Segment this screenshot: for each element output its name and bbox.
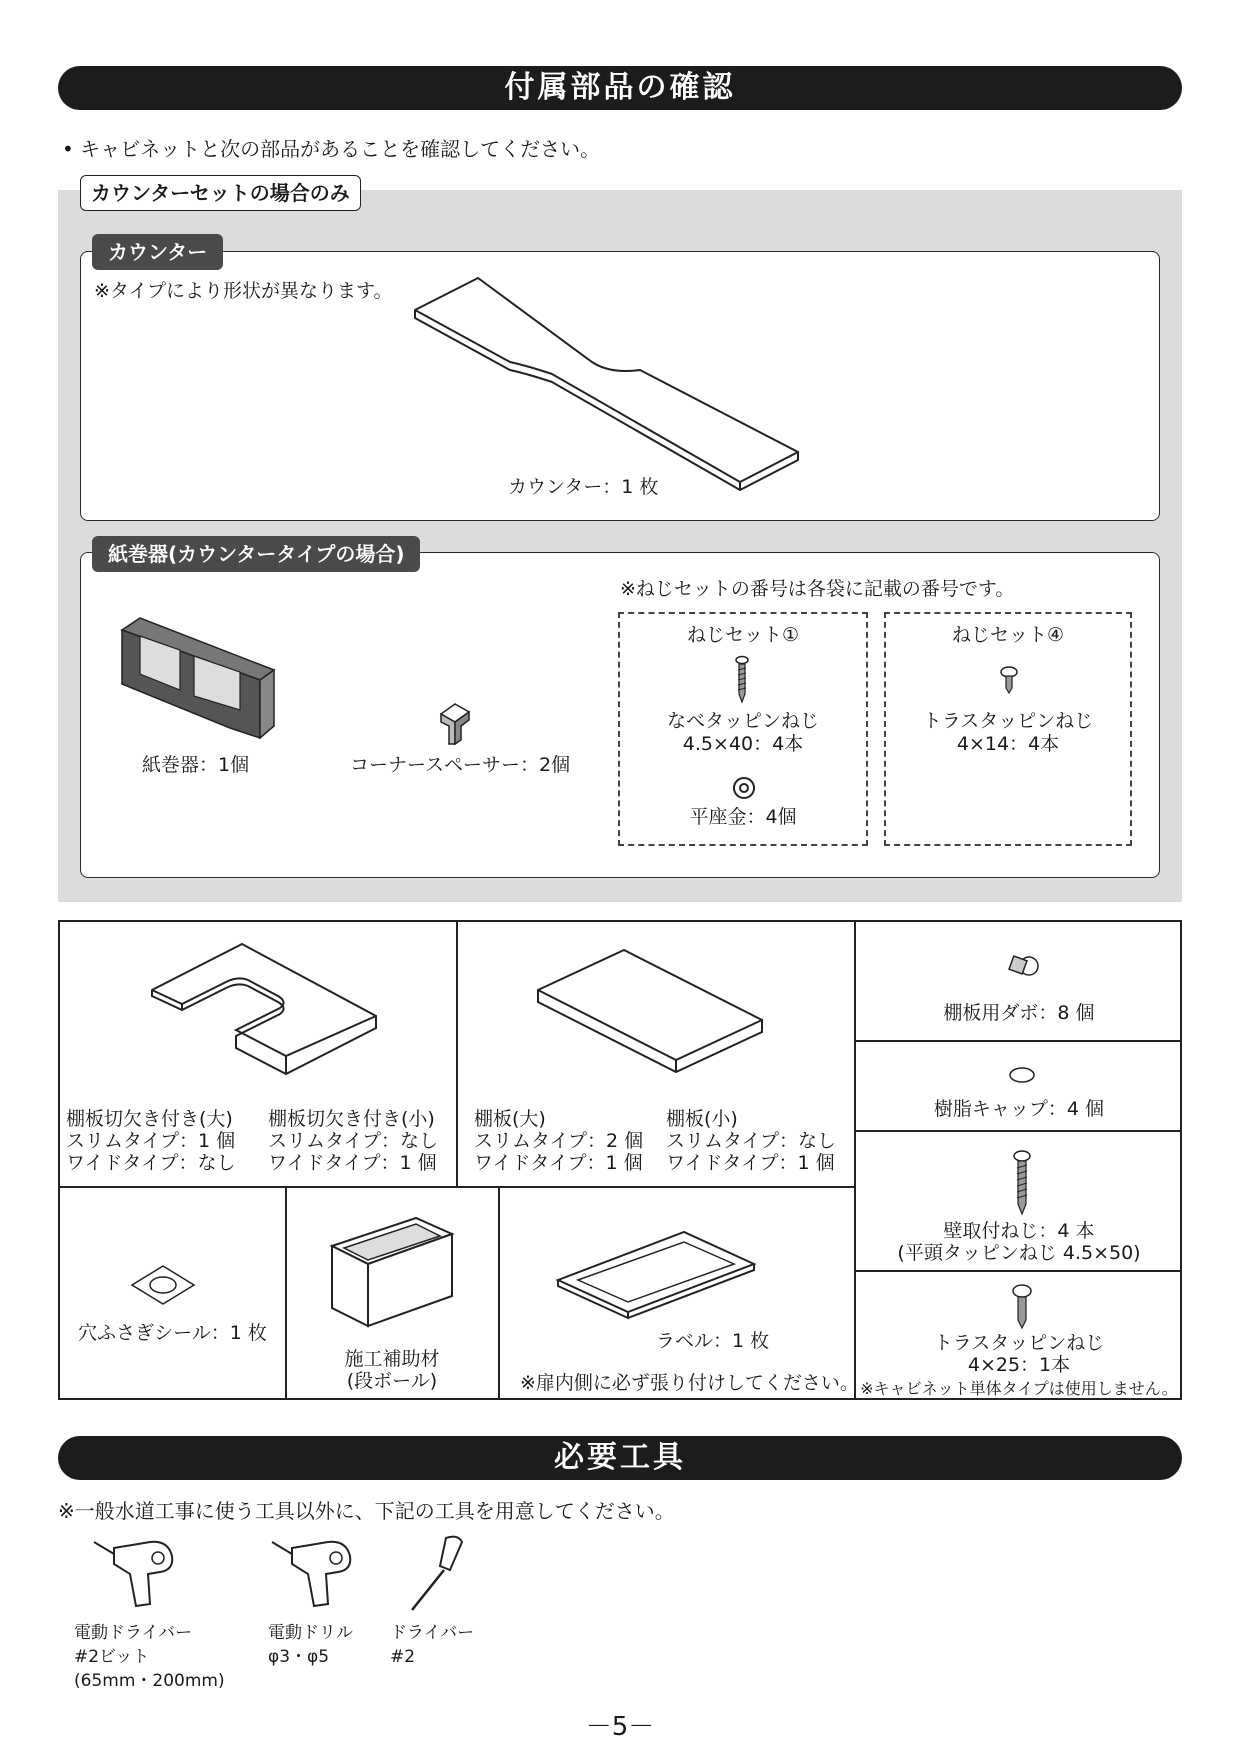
screw-set-1-title: ねじセット① — [686, 624, 800, 646]
label-illustration — [556, 1230, 756, 1334]
notched-small-wide: ワイドタイプ：1 個 — [268, 1152, 437, 1174]
intro-text: • キャビネットと次の部品があることを確認してください。 — [62, 137, 601, 161]
counter-tag — [92, 234, 223, 270]
paper-holder-illustration — [120, 610, 280, 740]
notched-shelf-illustration — [150, 940, 380, 1080]
washer-icon — [732, 776, 756, 800]
wall-screw-caption: 壁取付ねじ：4 本 — [943, 1220, 1095, 1242]
table-vline-4 — [498, 1186, 500, 1400]
paper-holder-tag — [92, 536, 420, 572]
dowel-icon — [1005, 950, 1041, 978]
shelf-small-slim: スリムタイプ：なし — [666, 1130, 837, 1152]
notched-large-slim: スリムタイプ：1 個 — [66, 1130, 236, 1152]
shelf-large-slim: スリムタイプ：2 個 — [474, 1130, 644, 1152]
dowel-caption: 棚板用ダボ：8 個 — [943, 1002, 1095, 1024]
electric-driver-icon — [92, 1534, 182, 1610]
paper-holder-caption: 紙巻器：1個 — [142, 754, 250, 776]
truss-screw-note: ※キャビネット単体タイプは使用しません。 — [860, 1379, 1178, 1398]
pan-screw-name: なべタッピンねじ — [666, 710, 819, 732]
truss-screw-small-qty: 4×14：4本 — [956, 733, 1060, 755]
tool-1-line2: #2ビット — [74, 1647, 150, 1667]
table-hline-main — [58, 1186, 854, 1188]
screwdriver-icon — [400, 1534, 470, 1614]
label-note: ※扉内側に必ず張り付けしてください。 — [520, 1372, 859, 1394]
shelf-small-wide: ワイドタイプ：1 個 — [666, 1152, 835, 1174]
counter-note: ※タイプにより形状が異なります。 — [94, 280, 393, 302]
table-vline-2 — [854, 920, 856, 1400]
tool-3-line2: #2 — [390, 1647, 416, 1667]
truss-screw-caption: トラスタッピンねじ — [933, 1332, 1105, 1354]
truss-screw-small-icon — [1000, 666, 1018, 694]
hole-seal-icon — [130, 1264, 196, 1306]
washer-caption: 平座金：4個 — [689, 806, 797, 828]
table-hline-r2 — [854, 1130, 1182, 1132]
corner-spacer-caption: コーナースペーサー：2個 — [350, 754, 571, 776]
table-hline-r1 — [854, 1040, 1182, 1042]
wall-screw-sub: (平頭タッピンねじ 4.5×50) — [897, 1242, 1141, 1264]
tools-note: ※一般水道工事に使う工具以外に、下記の工具を用意してください。 — [58, 1499, 675, 1523]
wall-screw-icon — [1012, 1150, 1032, 1216]
table-hline-r3 — [854, 1270, 1182, 1272]
truss-screw-small-name: トラスタッピンねじ — [922, 710, 1094, 732]
section-title-parts — [58, 66, 1182, 110]
pan-screw-icon — [735, 656, 749, 704]
notched-small-slim: スリムタイプ：なし — [268, 1130, 439, 1152]
notched-large-title: 棚板切欠き付き(大) — [66, 1108, 233, 1130]
aux-material-sub: (段ボール) — [346, 1370, 438, 1392]
electric-drill-icon — [270, 1534, 360, 1610]
label-caption: ラベル：1 枚 — [656, 1330, 770, 1352]
tool-2-name: 電動ドリル — [268, 1623, 353, 1643]
corner-spacer-icon — [437, 700, 473, 750]
screw-set-4-title: ねじセット④ — [951, 624, 1065, 646]
shelf-small-title: 棚板(小) — [666, 1108, 738, 1130]
screw-set-note: ※ねじセットの番号は各袋に記載の番号です。 — [620, 578, 1015, 600]
page-number: －5－ — [585, 1712, 655, 1742]
tool-1-name: 電動ドライバー — [74, 1623, 193, 1643]
hole-seal-caption: 穴ふさぎシール：1 枚 — [78, 1322, 267, 1344]
counter-illustration — [410, 270, 810, 500]
notched-large-wide: ワイドタイプ：なし — [66, 1152, 236, 1174]
section-title-tools — [58, 1436, 1182, 1480]
section-title-tools-text: 必要工具 — [554, 1440, 686, 1475]
shelf-large-title: 棚板(大) — [474, 1108, 546, 1130]
counter-caption: カウンター：1 枚 — [508, 476, 659, 498]
shelf-illustration — [536, 946, 766, 1076]
table-vline-1 — [456, 920, 458, 1186]
resin-cap-icon — [1008, 1066, 1036, 1084]
counter-set-label-text: カウンターセットの場合のみ — [91, 181, 350, 205]
paper-holder-tag-text: 紙巻器(カウンタータイプの場合) — [108, 542, 405, 566]
truss-screw-qty: 4×25：1本 — [967, 1354, 1071, 1376]
notched-small-title: 棚板切欠き付き(小) — [268, 1108, 435, 1130]
tool-3-name: ドライバー — [390, 1623, 475, 1643]
tool-1-line3: (65mm・200mm) — [74, 1671, 225, 1691]
section-title-parts-text: 付属部品の確認 — [504, 70, 736, 105]
pan-screw-qty: 4.5×40：4本 — [682, 733, 804, 755]
shelf-large-wide: ワイドタイプ：1 個 — [474, 1152, 643, 1174]
aux-material-illustration — [330, 1216, 454, 1328]
counter-tag-text: カウンター — [108, 240, 208, 264]
aux-material-caption: 施工補助材 — [344, 1348, 440, 1370]
truss-screw-icon — [1012, 1284, 1032, 1330]
resin-cap-caption: 樹脂キャップ：4 個 — [933, 1098, 1105, 1120]
tool-2-line2: φ3・φ5 — [268, 1647, 330, 1667]
counter-set-label — [80, 175, 361, 211]
